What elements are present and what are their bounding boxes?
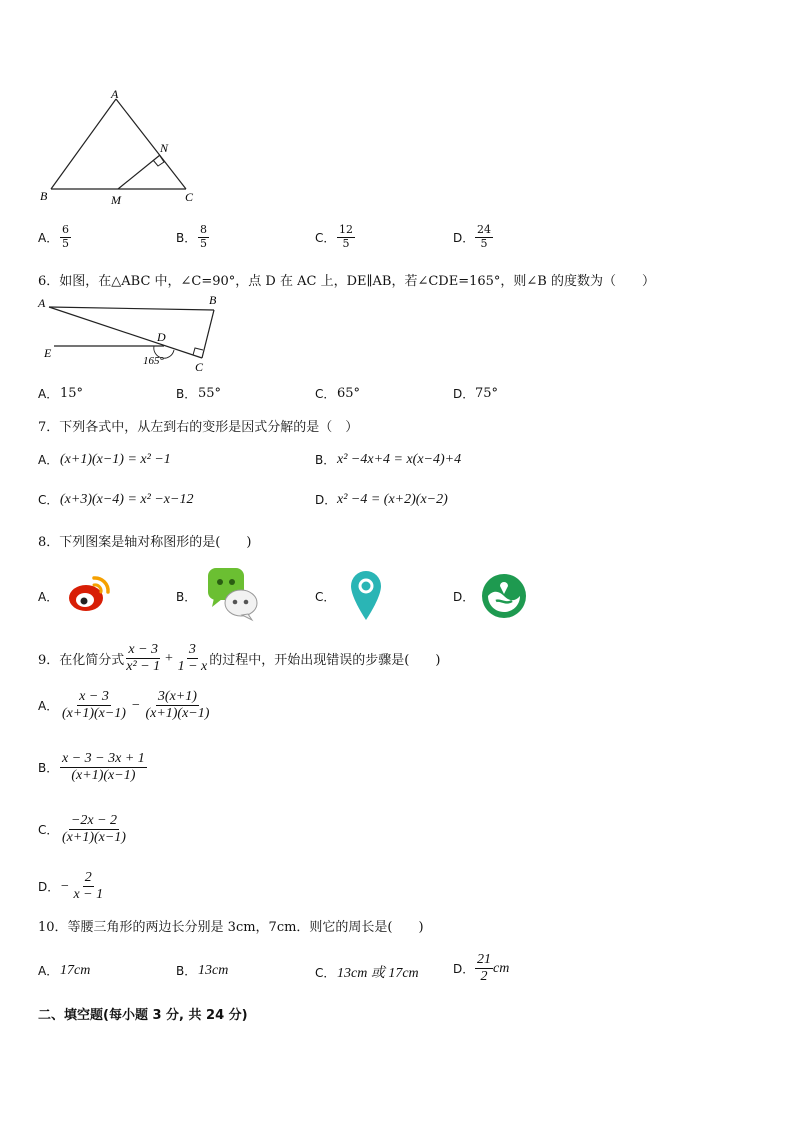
q6-option-c[interactable]: C． 65° — [315, 386, 361, 401]
q10-option-c[interactable]: C． 13cm 或 17cm — [315, 965, 419, 981]
fraction: $\frac{21}{2}$ — [477, 952, 491, 985]
label-c: C — [185, 190, 194, 204]
label-b: B — [40, 189, 48, 203]
q9-option-b[interactable]: B． $\frac{x - 3 - 3x + 1}{(x+1)(x-1)}$ — [38, 751, 145, 784]
q7-option-b[interactable]: B． x² −4x+4 = x(x−4)+4 — [315, 451, 462, 467]
q6-option-b[interactable]: B． 55° — [176, 386, 222, 401]
q5-option-b[interactable]: B． $\frac{8}{5}$ — [176, 223, 207, 250]
label-d: D — [157, 330, 166, 344]
q5-option-a[interactable]: A． $\frac{6}{5}$ — [38, 223, 69, 250]
fraction: $\frac{24}{5}$ — [477, 223, 491, 250]
q8-option-c[interactable]: C． — [315, 590, 336, 604]
right-triangle-figure — [36, 292, 226, 374]
q5-option-c[interactable]: C． $\frac{12}{5}$ — [315, 223, 353, 250]
q10-option-b[interactable]: B． 13cm — [176, 962, 229, 978]
angle-165-label: 165° — [143, 355, 164, 367]
label-n: N — [160, 141, 169, 155]
fraction: $\frac{x - 3}{\text{x² − 1}}$ — [126, 642, 161, 675]
q9-option-c[interactable]: C． $\frac{-2x - 2}{(x+1)(x-1)}$ — [38, 813, 126, 846]
label-m: M — [111, 193, 121, 207]
triangle-abc-figure — [36, 88, 206, 210]
q7-stem: 7．下列各式中，从左到右的变形是因式分解的是（ ） — [38, 420, 359, 435]
fraction: $\frac{-2x - 2}{(x+1)(x-1)}$ — [62, 813, 126, 846]
q7-option-a[interactable]: A． (x+1)(x−1) = x² −1 — [38, 451, 171, 467]
label-a: A — [38, 296, 46, 310]
q8-option-b[interactable]: B． — [176, 590, 197, 604]
q8-stem: 8．下列图案是轴对称图形的是( ) — [38, 535, 252, 550]
q8-option-d[interactable]: D． — [453, 590, 475, 604]
q6-option-d[interactable]: D． 75° — [453, 386, 499, 401]
green-circle-logo-icon — [480, 572, 528, 620]
q9-option-a[interactable]: A． $\frac{x - 3}{(x+1)(x-1)}$ − $\frac{3(x+1)}{(x+1)(x-1)}$ — [38, 689, 210, 722]
fraction: $\frac{8}{5}$ — [200, 223, 207, 250]
label-b: B — [209, 293, 217, 307]
q7-option-c[interactable]: C． (x+3)(x−4) = x² −x−12 — [38, 491, 194, 507]
wechat-logo-icon — [206, 566, 260, 622]
q6-option-a[interactable]: A． 15° — [38, 386, 84, 401]
fraction: $\frac{3}{1 - x}$ — [177, 642, 208, 675]
q6-stem: 6．如图，在△ABC 中，∠C=90°，点 D 在 AC 上，DE∥AB，若∠CDE=165°，则∠B 的度数为（ ） — [38, 274, 655, 289]
label-e: E — [44, 346, 52, 360]
fraction: $\frac{x - 3}{(x+1)(x-1)}$ — [62, 689, 126, 722]
label-c: C — [195, 360, 204, 374]
label-a: A — [111, 88, 119, 101]
q5-option-d[interactable]: D． $\frac{24}{5}$ — [453, 223, 491, 250]
location-pin-icon — [348, 568, 384, 622]
fraction: $\frac{2}{x - 1}$ — [73, 870, 104, 903]
q9-option-d[interactable]: D． − $\frac{2}{x - 1}$ — [38, 870, 104, 903]
q7-option-d[interactable]: D． x² −4 = (x+2)(x−2) — [315, 491, 448, 507]
fraction: $\frac{x - 3 - 3x + 1}{(x+1)(x-1)}$ — [62, 751, 145, 784]
q10-option-a[interactable]: A． 17cm — [38, 962, 91, 978]
q8-option-a[interactable]: A． — [38, 590, 59, 604]
fraction: $\frac{3(x+1)}{(x+1)(x-1)}$ — [145, 689, 210, 722]
section-heading: 二、填空题(每小题 3 分, 共 24 分) — [38, 1008, 248, 1023]
fraction: $\frac{6}{5}$ — [62, 223, 69, 250]
q10-option-d[interactable]: D． $\frac{21}{2}$ cm — [453, 952, 510, 985]
q9-stem: 9．在化简分式 $\frac{x - 3}{\text{x² − 1}}$ + $\frac{3}{1 - x}$ 的过程中，开始出现错误的步骤是( ) — [38, 642, 441, 675]
fraction: $\frac{12}{5}$ — [339, 223, 353, 250]
weibo-logo-icon — [66, 570, 114, 614]
q10-stem: 10．等腰三角形的两边长分别是 3cm，7cm．则它的周长是( ) — [38, 920, 424, 935]
